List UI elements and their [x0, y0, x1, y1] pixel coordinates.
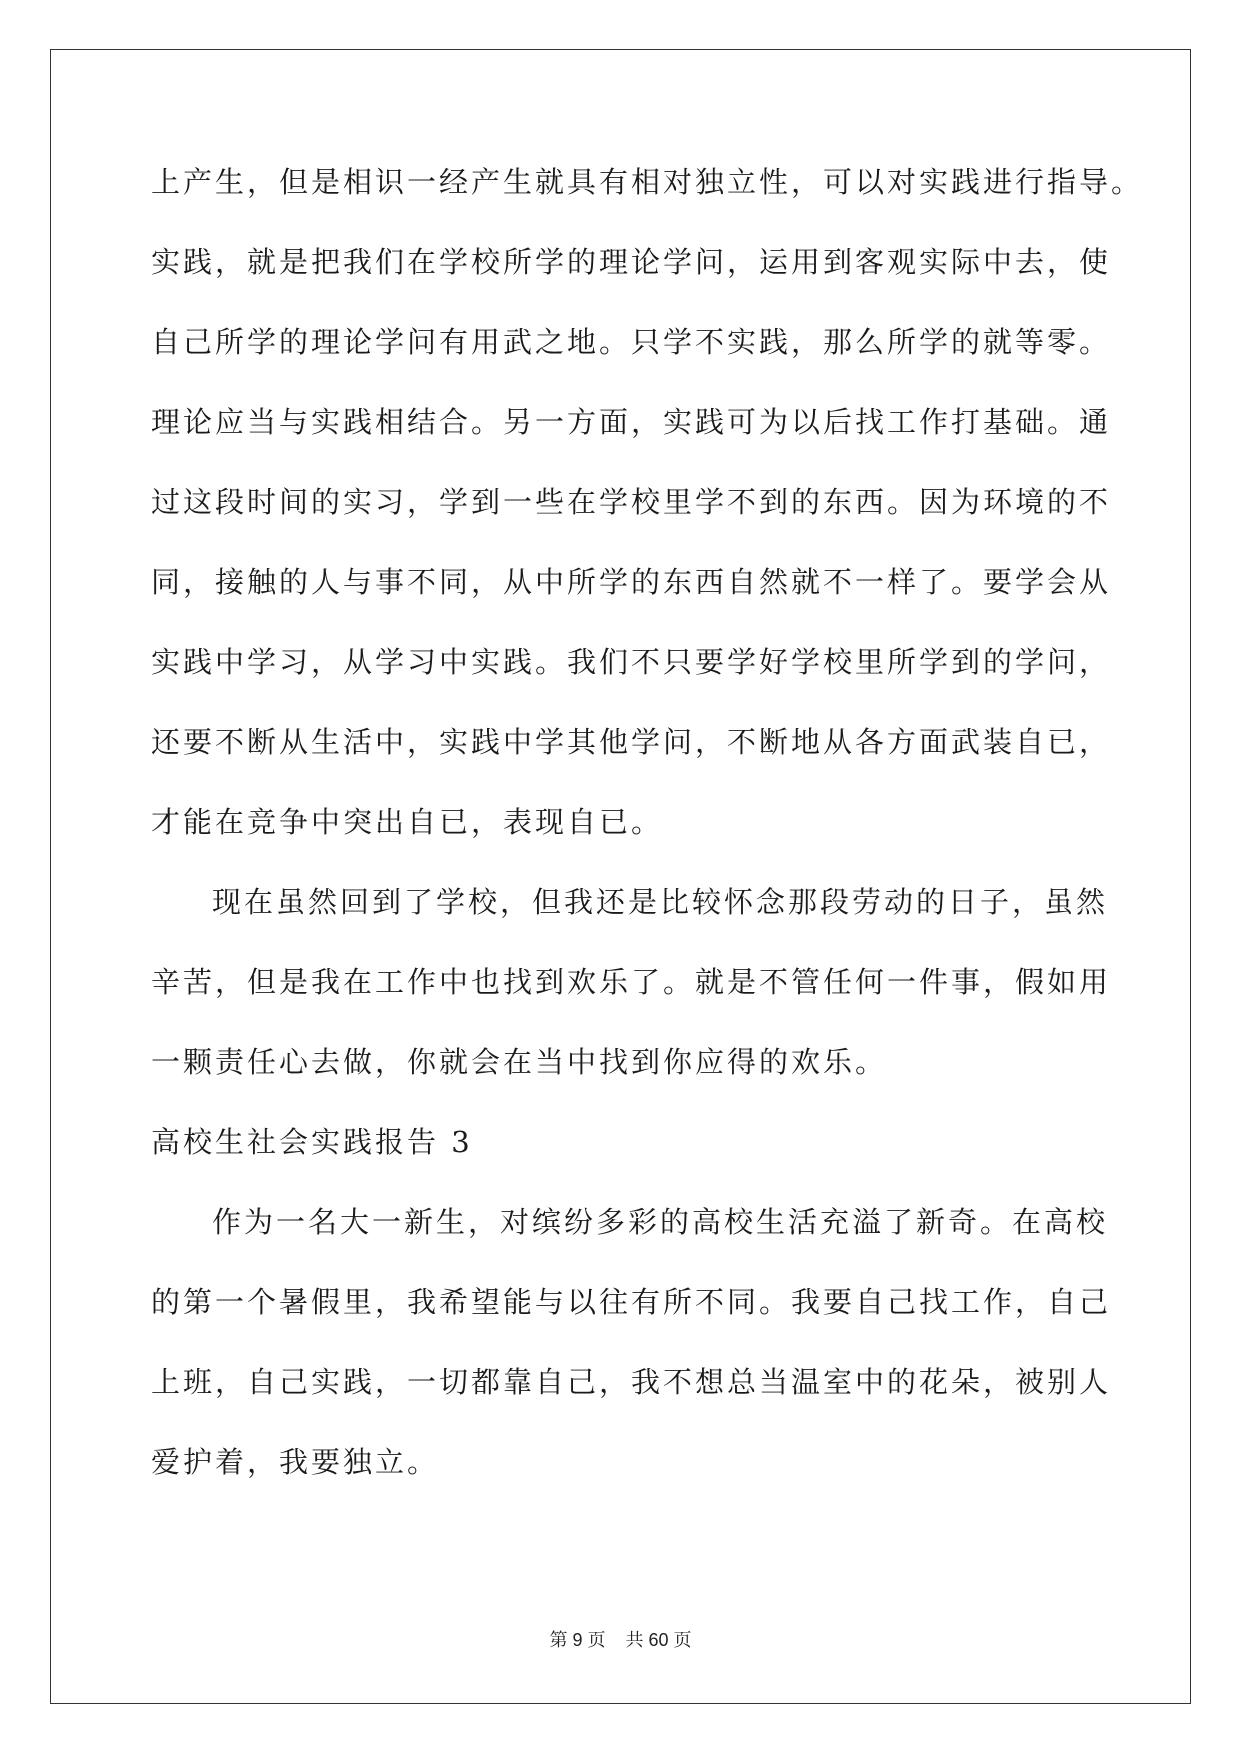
text-line: 自己所学的理论学问有用武之地。只学不实践，那么所学的就等零。 [151, 325, 1112, 359]
text-line: 的第一个暑假里，我希望能与以往有所不同。我要自己找工作，自己 [151, 1285, 1112, 1319]
text-line: 上班，自己实践，一切都靠自己，我不想总当温室中的花朵，被别人 [151, 1365, 1112, 1399]
document-body [151, 152, 1144, 1512]
text-line: 实践，就是把我们在学校所学的理论学问，运用到客观实际中去，使 [151, 245, 1112, 279]
text-line: 辛苦，但是我在工作中也找到欢乐了。就是不管任何一件事，假如用 [151, 965, 1112, 999]
text-line: 才能在竞争中突出自已，表现自已。 [151, 805, 664, 839]
text-line: 过这段时间的实习，学到一些在学校里学不到的东西。因为环境的不 [151, 485, 1112, 519]
page-number: 第 9 页 [549, 1630, 606, 1650]
text-line: 同，接触的人与事不同，从中所学的东西自然就不一样了。要学会从 [151, 565, 1112, 599]
text-line: 一颗责任心去做，你就会在当中找到你应得的欢乐。 [151, 1045, 888, 1079]
text-line: 理论应当与实践相结合。另一方面，实践可为以后找工作打基础。通 [151, 405, 1112, 439]
text-line: 爱护着，我要独立。 [151, 1445, 440, 1479]
text-line: 实践中学习，从学习中实践。我们不只要学好学校里所学到的学问， [151, 645, 1112, 679]
section-heading: 高校生社会实践报告 3 [151, 1125, 473, 1159]
page-footer [0, 1626, 1241, 1652]
text-line: 上产生，但是相识一经产生就具有相对独立性，可以对实践进行指导。 [151, 165, 1144, 199]
text-line: 还要不断从生活中，实践中学其他学问，不断地从各方面武装自已， [151, 725, 1112, 759]
paragraph-start-line: 作为一名大一新生，对缤纷多彩的高校生活充溢了新奇。在高校 [212, 1205, 1109, 1239]
page-total: 共 60 页 [625, 1630, 692, 1650]
paragraph-start-line: 现在虽然回到了学校，但我还是比较怀念那段劳动的日子，虽然 [212, 885, 1109, 919]
